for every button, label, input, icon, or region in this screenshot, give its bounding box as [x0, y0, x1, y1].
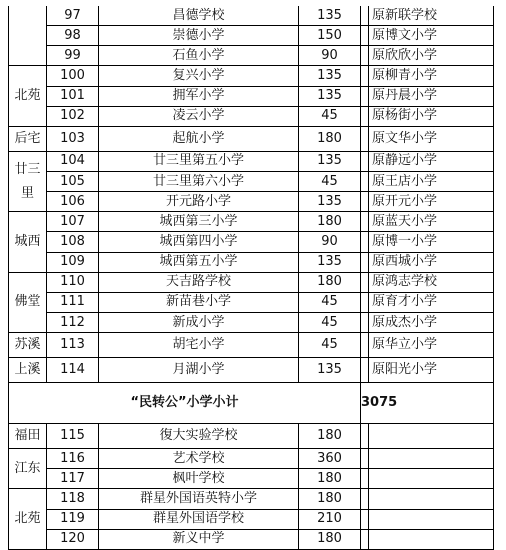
capacity: 135 [299, 192, 361, 212]
school-name: 群星外国语学校 [99, 509, 299, 529]
original-name: 原新联学校 [369, 6, 494, 26]
row-number: 102 [47, 106, 99, 126]
district-cell: 城西 [9, 212, 47, 272]
school-name: 廿三里第六小学 [99, 171, 299, 191]
separator-cell [361, 192, 369, 212]
table-row [9, 192, 494, 212]
separator-cell [361, 489, 369, 509]
table-row [9, 252, 494, 272]
row-number: 97 [47, 6, 99, 26]
table-row [9, 424, 494, 449]
original-name: 原博一小学 [369, 232, 494, 252]
original-name [369, 469, 494, 489]
table-row [9, 151, 494, 171]
school-name: 崇德小学 [99, 26, 299, 46]
table-row [9, 312, 494, 332]
capacity: 45 [299, 333, 361, 358]
capacity: 360 [299, 449, 361, 469]
original-name: 原鸿志学校 [369, 272, 494, 292]
separator-cell [361, 212, 369, 232]
original-name: 原欣欣小学 [369, 46, 494, 66]
table-row [9, 6, 494, 26]
separator-cell [361, 232, 369, 252]
table-row [9, 232, 494, 252]
school-name: 石鱼小学 [99, 46, 299, 66]
capacity: 180 [299, 424, 361, 449]
row-number: 116 [47, 449, 99, 469]
school-name: 胡宅小学 [99, 333, 299, 358]
table-row [9, 46, 494, 66]
separator-cell [361, 66, 369, 86]
school-name: 廿三里第五小学 [99, 151, 299, 171]
capacity: 45 [299, 312, 361, 332]
capacity: 90 [299, 46, 361, 66]
school-name: 城西第三小学 [99, 212, 299, 232]
original-name: 原西城小学 [369, 252, 494, 272]
row-number: 101 [47, 86, 99, 106]
table-row [9, 212, 494, 232]
capacity: 45 [299, 106, 361, 126]
table-row [9, 171, 494, 191]
separator-cell [361, 449, 369, 469]
original-name: 原文华小学 [369, 126, 494, 151]
school-name: 拥军小学 [99, 86, 299, 106]
table-row [9, 469, 494, 489]
row-number: 112 [47, 312, 99, 332]
separator-cell [361, 171, 369, 191]
separator-cell [361, 272, 369, 292]
separator-cell [361, 424, 369, 449]
row-number: 109 [47, 252, 99, 272]
school-name: 凌云小学 [99, 106, 299, 126]
capacity: 135 [299, 66, 361, 86]
school-name: 开元路小学 [99, 192, 299, 212]
separator-cell [361, 252, 369, 272]
separator-cell [361, 469, 369, 489]
separator-cell [361, 46, 369, 66]
capacity: 135 [299, 86, 361, 106]
table-row [9, 106, 494, 126]
school-name: 枫叶学校 [99, 469, 299, 489]
row-number: 98 [47, 26, 99, 46]
capacity: 135 [299, 6, 361, 26]
subtotal-label: “民转公”小学小计 [9, 383, 361, 424]
separator-cell [361, 312, 369, 332]
original-name: 原育才小学 [369, 292, 494, 312]
school-name: 起航小学 [99, 126, 299, 151]
separator-cell [361, 151, 369, 171]
table-row [9, 26, 494, 46]
table-row [9, 529, 494, 549]
table-row [9, 333, 494, 358]
capacity: 135 [299, 151, 361, 171]
original-name [369, 449, 494, 469]
capacity: 180 [299, 212, 361, 232]
district-cell: 北苑 [9, 489, 47, 549]
row-number: 110 [47, 272, 99, 292]
row-number: 105 [47, 171, 99, 191]
capacity: 180 [299, 469, 361, 489]
original-name: 原博文小学 [369, 26, 494, 46]
school-name: 復大实验学校 [99, 424, 299, 449]
district-cell: 廿三里 [9, 151, 47, 211]
capacity: 90 [299, 232, 361, 252]
school-name: 城西第五小学 [99, 252, 299, 272]
row-number: 113 [47, 333, 99, 358]
capacity: 210 [299, 509, 361, 529]
school-name: 新苗巷小学 [99, 292, 299, 312]
capacity: 180 [299, 126, 361, 151]
capacity: 180 [299, 529, 361, 549]
separator-cell [361, 126, 369, 151]
row-number: 117 [47, 469, 99, 489]
separator-cell [361, 292, 369, 312]
table-row [9, 272, 494, 292]
capacity: 180 [299, 272, 361, 292]
district-cell: 上溪 [9, 358, 47, 383]
school-table [8, 6, 494, 550]
row-number: 118 [47, 489, 99, 509]
capacity: 135 [299, 358, 361, 383]
row-number: 114 [47, 358, 99, 383]
separator-cell [361, 106, 369, 126]
original-name: 原成杰小学 [369, 312, 494, 332]
separator-cell [361, 86, 369, 106]
school-name: 新义中学 [99, 529, 299, 549]
original-name: 原王店小学 [369, 171, 494, 191]
school-name: 城西第四小学 [99, 232, 299, 252]
school-name: 昌德学校 [99, 6, 299, 26]
row-number: 99 [47, 46, 99, 66]
district-cell: 江东 [9, 449, 47, 489]
separator-cell [361, 358, 369, 383]
row-number: 100 [47, 66, 99, 86]
table-row [9, 489, 494, 509]
school-name: 月湖小学 [99, 358, 299, 383]
original-name: 原杨街小学 [369, 106, 494, 126]
original-name: 原开元小学 [369, 192, 494, 212]
table-row [9, 86, 494, 106]
original-name [369, 529, 494, 549]
original-name [369, 424, 494, 449]
original-name [369, 509, 494, 529]
original-name: 原阳光小学 [369, 358, 494, 383]
subtotal-row [9, 383, 494, 424]
original-name: 原蓝天小学 [369, 212, 494, 232]
district-cell: 福田 [9, 424, 47, 449]
capacity: 180 [299, 489, 361, 509]
district-cell: 佛堂 [9, 272, 47, 332]
original-name: 原柳青小学 [369, 66, 494, 86]
separator-cell [361, 26, 369, 46]
row-number: 119 [47, 509, 99, 529]
district-cell: 苏溪 [9, 333, 47, 358]
separator-cell [361, 6, 369, 26]
original-name [369, 489, 494, 509]
district-cell: 后宅 [9, 126, 47, 151]
table-row [9, 292, 494, 312]
separator-cell [361, 333, 369, 358]
row-number: 107 [47, 212, 99, 232]
row-number: 111 [47, 292, 99, 312]
row-number: 103 [47, 126, 99, 151]
school-name: 天吉路学校 [99, 272, 299, 292]
capacity: 45 [299, 171, 361, 191]
row-number: 104 [47, 151, 99, 171]
district-cell [9, 6, 47, 66]
original-name: 原丹晨小学 [369, 86, 494, 106]
row-number: 108 [47, 232, 99, 252]
district-cell: 北苑 [9, 66, 47, 126]
separator-cell [361, 509, 369, 529]
separator-cell [361, 529, 369, 549]
table-row [9, 126, 494, 151]
school-name: 艺术学校 [99, 449, 299, 469]
capacity: 150 [299, 26, 361, 46]
original-name: 原华立小学 [369, 333, 494, 358]
school-name: 群星外国语英特小学 [99, 489, 299, 509]
table-row [9, 449, 494, 469]
school-name: 复兴小学 [99, 66, 299, 86]
row-number: 115 [47, 424, 99, 449]
table-row [9, 358, 494, 383]
row-number: 120 [47, 529, 99, 549]
subtotal-value: 3075 [361, 383, 494, 424]
table-row [9, 66, 494, 86]
table-row [9, 509, 494, 529]
capacity: 45 [299, 292, 361, 312]
capacity: 135 [299, 252, 361, 272]
row-number: 106 [47, 192, 99, 212]
school-name: 新成小学 [99, 312, 299, 332]
original-name: 原静远小学 [369, 151, 494, 171]
